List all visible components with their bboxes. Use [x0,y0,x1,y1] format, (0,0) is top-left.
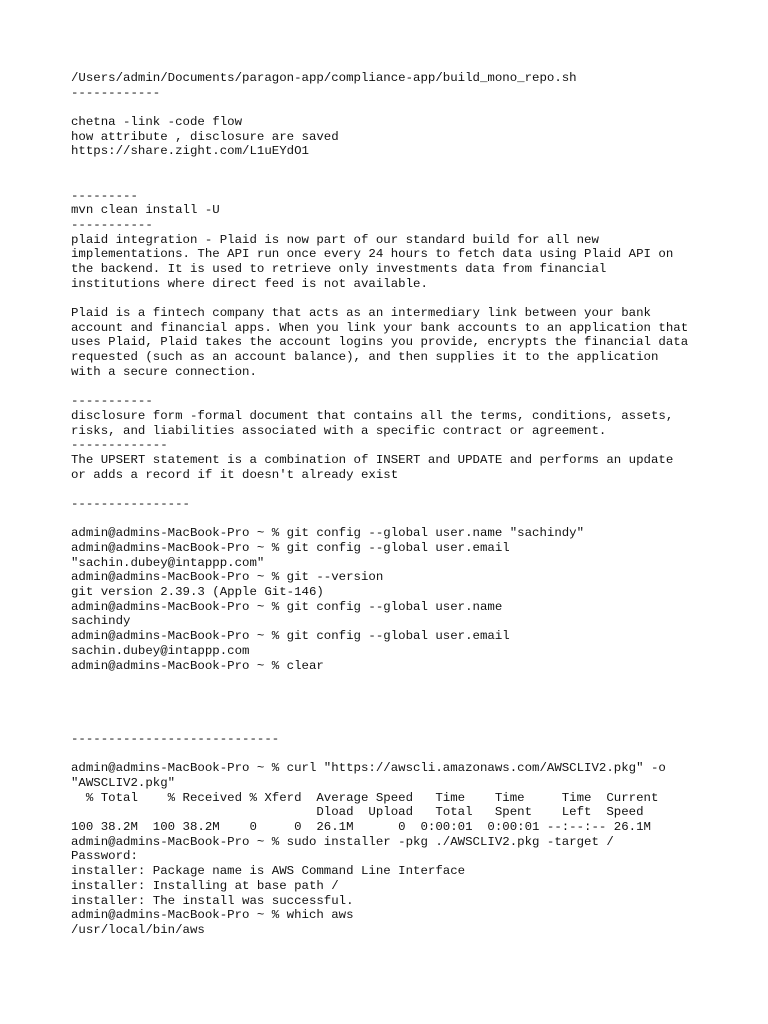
text-line: Dload Upload Total Spent Left Speed [71,805,644,820]
text-line [71,673,751,688]
text-line: how attribute , disclosure are saved [71,129,339,144]
text-line: admin@admins-MacBook-Pro ~ % which aws [71,908,354,923]
text-line: /usr/local/bin/aws [71,922,205,937]
text-line: admin@admins-MacBook-Pro ~ % git config --global user.email [71,541,510,555]
text-line: "AWSCLIV2.pkg" [71,776,176,790]
text-line: ------------- [71,438,168,453]
text-line: admin@admins-MacBook-Pro ~ % sudo installer -pkg ./AWSCLIV2.pkg -target / [71,834,614,849]
text-line: git version 2.39.3 (Apple Git-146) [71,585,324,600]
text-line: or adds a record if it doesn't already exist [71,467,399,482]
text-line: installer: Installing at base path / [71,878,339,893]
text-line [71,174,751,189]
text-line [71,688,751,703]
text-line: --------- [71,188,138,203]
text-line: mvn clean install -U [71,203,220,218]
document-page [71,71,751,938]
text-line: installer: The install was successful. [71,893,354,908]
text-line [71,717,751,732]
text-line [71,482,751,497]
text-line: admin@admins-MacBook-Pro ~ % git --version [71,570,384,585]
text-line: Password: [71,849,138,864]
text-line [71,100,751,115]
text-line [71,159,751,174]
text-line: admin@admins-MacBook-Pro ~ % clear [71,658,324,673]
text-line: with a secure connection. [71,364,257,379]
text-line [71,703,751,718]
text-line: admin@admins-MacBook-Pro ~ % git config --global user.name "sachindy" [71,526,585,541]
text-line: disclosure form -formal document that contains all the terms, conditions, assets, [71,408,674,423]
text-line: ------------ [71,85,161,100]
text-line: ----------- [71,217,153,232]
text-line: plaid integration - Plaid is now part of our standard build for all new [71,232,599,247]
text-line: the backend. It is used to retrieve only investments data from financial [71,261,607,276]
text-line: risks, and liabilities associated with a specific contract or agreement. [71,423,607,438]
text-line: 100 38.2M 100 38.2M 0 0 26.1M 0 0:00:01 0:00:01 --:--:-- 26.1M [71,820,651,835]
text-line: ----------- [71,394,153,409]
text-line: uses Plaid, Plaid takes the account logins you provide, encrypts the financial data [71,335,689,350]
text-line: % Total % Received % Xferd Average Speed Time Time Time Current [71,790,659,805]
text-line: sachin.dubey@intappp.com [71,643,250,658]
text-line: "sachin.dubey@intappp.com" [71,555,265,570]
text-line [71,512,751,527]
text-line: account and financial apps. When you link your bank accounts to an application that [71,320,689,335]
text-line: requested (such as an account balance), and then supplies it to the application [71,350,659,365]
text-line: admin@admins-MacBook-Pro ~ % git config --global user.name [71,599,503,614]
text-line: /Users/admin/Documents/paragon-app/compliance-app/build_mono_repo.sh [71,71,577,85]
text-line: institutions where direct feed is not available. [71,276,428,291]
text-line: admin@admins-MacBook-Pro ~ % curl "https://awscli.amazonaws.com/AWSCLIV2.pkg" -o [71,761,666,776]
text-line: implementations. The API run once every 24 hours to fetch data using Plaid API on [71,247,674,262]
text-line: ---------------------------- [71,731,280,746]
text-line [71,747,751,762]
text-line: admin@admins-MacBook-Pro ~ % git config --global user.email [71,629,510,644]
text-line: https://share.zight.com/L1uEYdO1 [71,144,309,159]
text-line: The UPSERT statement is a combination of INSERT and UPDATE and performs an update [71,452,674,467]
text-line: chetna -link -code flow [71,115,243,130]
text-line: installer: Package name is AWS Command Line Interface [71,864,466,879]
text-line: ---------------- [71,496,190,511]
text-line: Plaid is a fintech company that acts as an intermediary link between your bank [71,306,651,320]
text-line [71,379,751,394]
text-line: sachindy [71,614,131,629]
text-line [71,291,751,306]
